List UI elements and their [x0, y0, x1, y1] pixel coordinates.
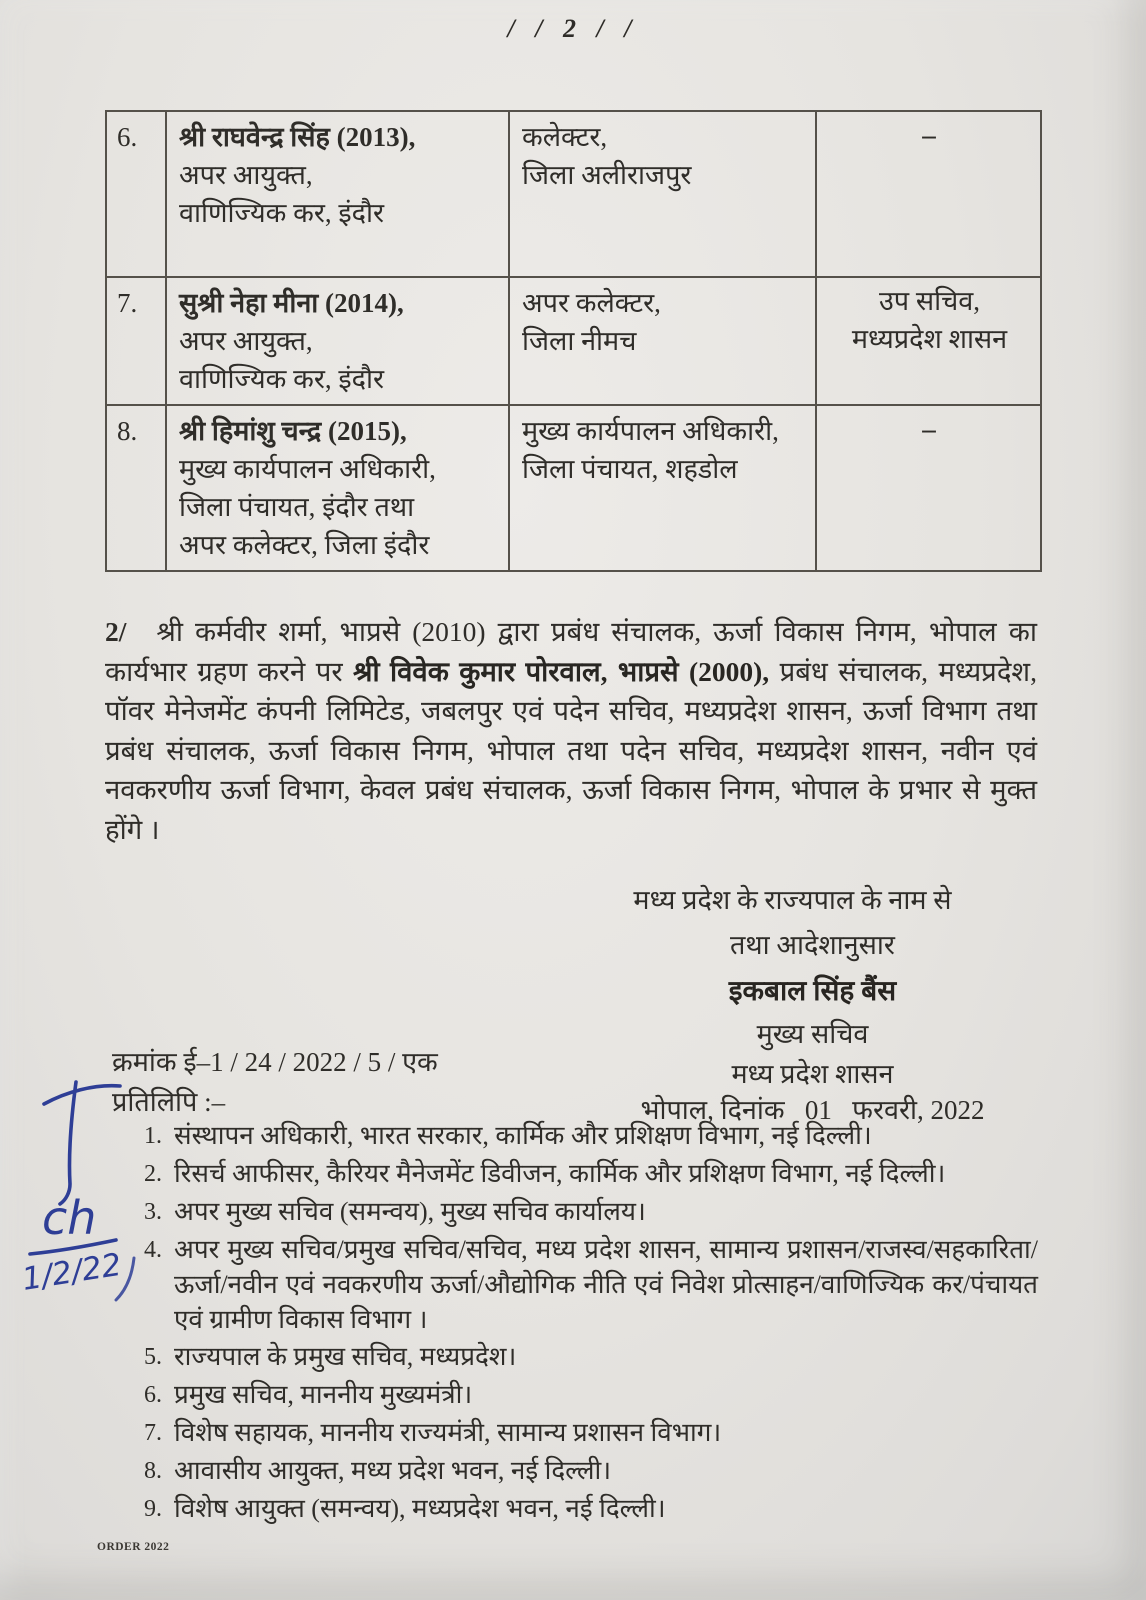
officer-post: अपर आयुक्त, — [179, 326, 313, 356]
list-item — [128, 1156, 1038, 1192]
list-item — [128, 1232, 1038, 1337]
list-item-text: आवासीय आयुक्त, मध्य प्रदेश भवन, नई दिल्ली। — [174, 1456, 612, 1485]
remark-line: – — [922, 120, 937, 150]
list-item — [128, 1339, 1038, 1375]
list-item-text: अपर मुख्य सचिव/प्रमुख सचिव/सचिव, मध्य प्रदेश शासन, सामान्य प्रशासन/राजस्व/सहकारिता/ऊर्जा/नवीन एवं नवकरणीय ऊर्जा/औद्योगिक नीति एवं निवेश प्रोत्साहन/वाणिज्यिक कर/पंचायत एवं ग्रामीण विकास विभाग । — [174, 1235, 1038, 1334]
handwritten-initials-and-date — [16, 1062, 166, 1312]
list-item-number: 5. — [144, 1344, 162, 1370]
signatory-government: मध्य प्रदेश शासन — [731, 1059, 894, 1089]
list-item-number: 3. — [144, 1199, 162, 1225]
row-serial: 7. — [106, 277, 166, 405]
list-item-number: 7. — [144, 1420, 162, 1446]
remark-line: – — [922, 414, 937, 444]
list-item-text: प्रमुख सचिव, माननीय मुख्यमंत्री। — [174, 1380, 473, 1409]
posting-line: जिला अलीराजपुर — [522, 160, 692, 190]
handwritten-date-text: 1/2/22 — [19, 1246, 124, 1298]
list-item-text: संस्थापन अधिकारी, भारत सरकार, कार्मिक और प्रशिक्षण विभाग, नई दिल्ली। — [174, 1121, 872, 1150]
signatory-designation: मुख्य सचिव — [756, 1019, 869, 1049]
officer-transfer-table — [105, 110, 1042, 572]
list-item-text: विशेष आयुक्त (समन्वय), मध्यप्रदेश भवन, नई दिल्ली। — [174, 1494, 666, 1523]
officer-post: मुख्य कार्यपालन अधिकारी, — [179, 454, 436, 484]
row-serial: 8. — [106, 405, 166, 571]
table-row — [106, 111, 1041, 277]
remark-line: उप सचिव, — [878, 286, 981, 316]
officer-cell — [166, 277, 509, 405]
posting-cell — [509, 277, 816, 405]
table-row — [106, 405, 1041, 571]
officer-post: अपर आयुक्त, — [179, 160, 313, 190]
posting-line: जिला नीमच — [522, 326, 637, 356]
posting-line: जिला पंचायत, शहडोल — [522, 454, 738, 484]
list-item-number: 1. — [144, 1123, 162, 1149]
posting-line: अपर कलेक्टर, — [522, 288, 661, 318]
list-item-text: अपर मुख्य सचिव (समन्वय), मुख्य सचिव कार्यालय। — [174, 1197, 646, 1226]
paragraph-bold-name: श्री विवेक कुमार पोरवाल, भाप्रसे (2000), — [353, 655, 780, 687]
officer-dept: अपर कलेक्टर, जिला इंदौर — [179, 530, 430, 560]
paragraph-text: श्री कर्मवीर शर्मा, भाप्रसे (2010) द्वारा प्रबंध संचालक, ऊर्जा विकास निगम, भोपाल का कार्यभार ग्रहण करने पर — [105, 616, 1037, 687]
row-serial: 6. — [106, 111, 166, 277]
list-item — [128, 1118, 1038, 1154]
officer-name: श्री हिमांशु चन्द्र (2015), — [179, 416, 407, 446]
distribution-list — [128, 1118, 1038, 1529]
remark-cell — [816, 111, 1041, 277]
posting-line: मुख्य कार्यपालन अधिकारी, — [522, 416, 779, 446]
footer-order-label: ORDER 2022 — [97, 1541, 170, 1553]
signatory-name: इकबाल सिंह बैंस — [728, 976, 897, 1007]
officer-dept: वाणिज्यिक कर, इंदौर — [179, 364, 385, 394]
officer-cell — [166, 405, 509, 571]
list-item-number: 2. — [144, 1161, 162, 1187]
list-item-text: विशेष सहायक, माननीय राज्यमंत्री, सामान्य प्रशासन विभाग। — [174, 1418, 722, 1447]
reference-number: क्रमांक ई–1 / 24 / 2022 / 5 / एक — [112, 1047, 438, 1077]
paragraph-text: प्रबंध संचालक, मध्यप्रदेश, पॉवर मेनेजमेंट कंपनी लिमिटेड, जबलपुर एवं पदेन सचिव, मध्यप्रदेश शासन, ऊर्जा विभाग तथा प्रबंध संचालक, ऊर्जा विकास निगम, भोपाल तथा पदेन सचिव, मध्यप्रदेश शासन, नवीन एवं नवकरणीय ऊर्जा विभाग, केवल प्रबंध संचालक, ऊर्जा विकास निगम, भोपाल के प्रभार से मुक्त होंगे । — [105, 655, 1038, 845]
list-item — [128, 1453, 1038, 1489]
remark-cell — [816, 277, 1041, 405]
officer-cell — [166, 111, 509, 277]
list-item — [128, 1415, 1038, 1451]
copy-to-label: प्रतिलिपि :– — [112, 1087, 226, 1117]
order-paragraph-2 — [105, 612, 1037, 849]
list-item-text: राज्यपाल के प्रमुख सचिव, मध्यप्रदेश। — [174, 1342, 517, 1371]
handwritten-initial-text: ch — [42, 1191, 97, 1245]
officer-dept: वाणिज्यिक कर, इंदौर — [179, 198, 385, 228]
list-item-number: 6. — [144, 1382, 162, 1408]
list-item-text: रिसर्च आफीसर, कैरियर मैनेजमेंट डिवीजन, कार्मिक और प्रशिक्षण विभाग, नई दिल्ली। — [174, 1159, 946, 1188]
paragraph-number: 2/ — [105, 616, 127, 647]
officer-name: सुश्री नेहा मीना (2014), — [179, 288, 404, 318]
remark-line: मध्यप्रदेश शासन — [851, 324, 1008, 354]
list-item — [128, 1194, 1038, 1230]
place-and-date: भोपाल, दिनांक 01 फरवरी, 2022 — [640, 1095, 985, 1125]
list-item-number: 9. — [144, 1496, 162, 1522]
list-item — [128, 1377, 1038, 1413]
list-item-number: 8. — [144, 1458, 162, 1484]
in-the-name-of-governor-line: मध्य प्रदेश के राज्यपाल के नाम से — [633, 885, 952, 915]
officer-dept: जिला पंचायत, इंदौर तथा — [179, 492, 415, 522]
remark-cell — [816, 405, 1041, 571]
officer-name: श्री राघवेन्द्र सिंह (2013), — [179, 122, 416, 152]
signature-block — [575, 880, 1050, 1127]
list-item-number: 4. — [144, 1237, 162, 1263]
posting-cell — [509, 405, 816, 571]
page-number: / / 2 / / — [507, 14, 639, 43]
posting-cell — [509, 111, 816, 277]
by-order-line: तथा आदेशानुसार — [730, 930, 895, 960]
table-row — [106, 277, 1041, 405]
list-item — [128, 1491, 1038, 1527]
posting-line: कलेक्टर, — [522, 122, 608, 152]
